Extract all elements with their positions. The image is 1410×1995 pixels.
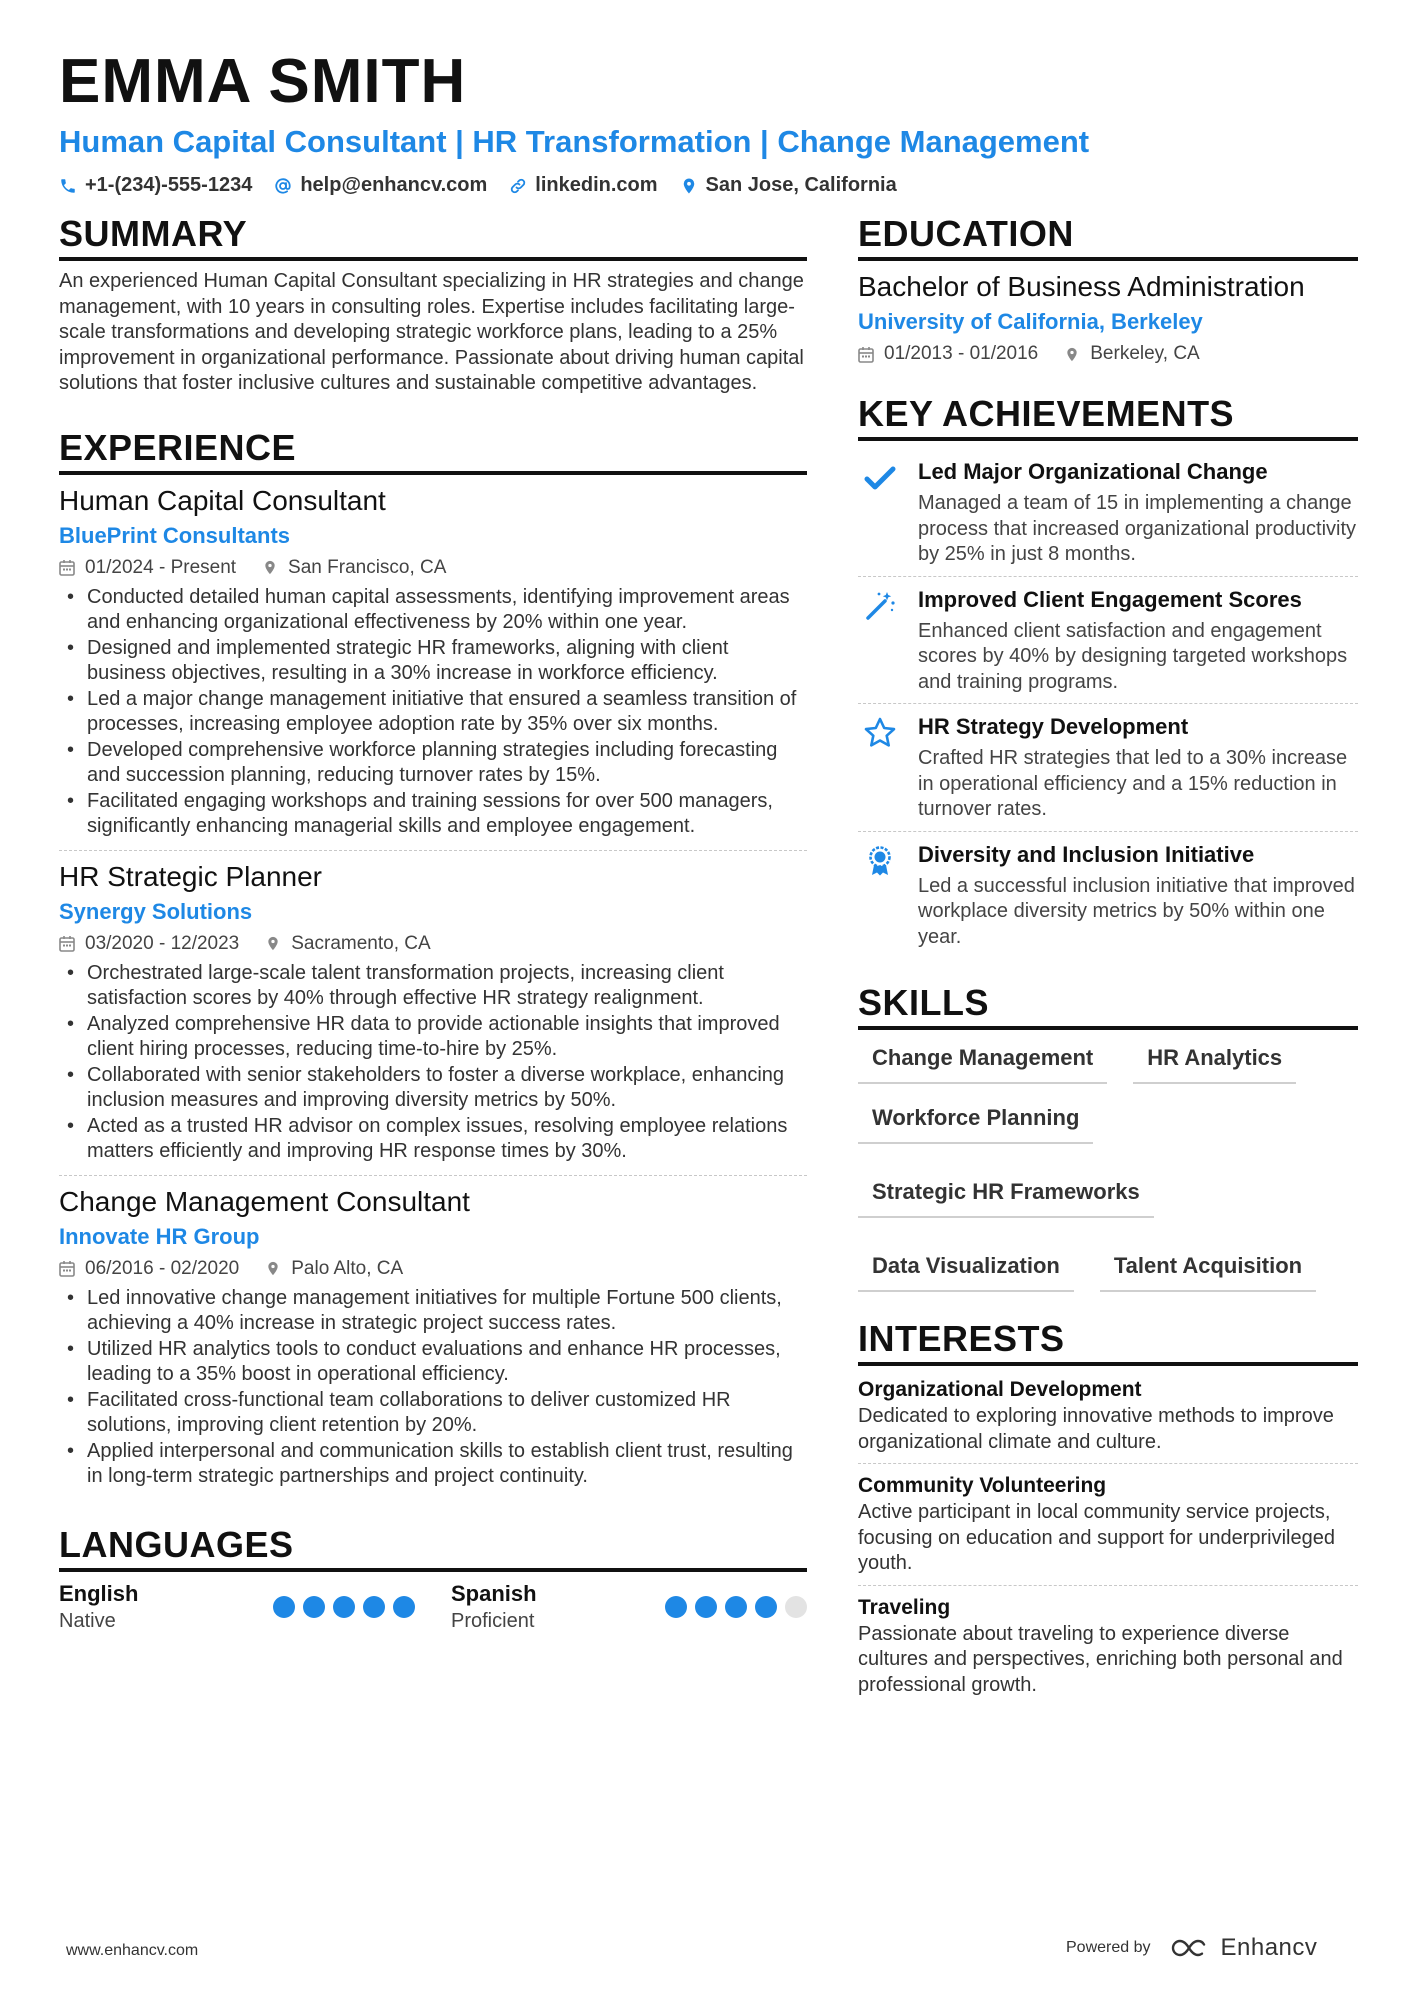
education-school: University of California, Berkeley (858, 309, 1203, 334)
calendar-icon (858, 346, 874, 363)
education-degree: Bachelor of Business Administration (858, 271, 1305, 302)
brand-logo[interactable] (1169, 1934, 1318, 1962)
right-column (858, 213, 1358, 1712)
achievement-title: Improved Client Engagement Scores (918, 586, 1302, 612)
job-location-text: Sacramento, CA (291, 932, 431, 954)
rating-dot-filled (393, 1596, 415, 1618)
job-dates-text: 01/2024 - Present (85, 556, 237, 578)
achievement-title: Diversity and Inclusion Initiative (918, 841, 1255, 867)
rating-dot-filled (665, 1596, 687, 1618)
job-entry (59, 483, 807, 851)
star-icon (863, 716, 897, 750)
achievement-desc: Led a successful inclusion initiative that improved workplace diversity metrics by 50% within one year. (918, 874, 1355, 948)
contact-linkedin[interactable] (509, 174, 657, 197)
job-bullet: • Acted as a trusted HR advisor on complex issues, resolving employee relations matters efficiently and improving HR response times by 30%. (59, 1114, 807, 1165)
candidate-name: EMMA SMITH (59, 47, 467, 116)
job-location (262, 555, 446, 581)
achievement-desc: Managed a team of 15 in implementing a change process that increased organizational productivity by 25% in just 8 months. (918, 492, 1357, 565)
linkedin-text: linkedin.com (535, 174, 658, 196)
resume-header (59, 44, 1359, 197)
rating-dot-filled (755, 1596, 777, 1618)
link-icon (509, 177, 527, 195)
experience-section (59, 427, 807, 1500)
job-bullet: • Led a major change management initiative that ensured a seamless transition of processes, increasing employee adoption rate by 35% over six months. (59, 687, 807, 738)
interest-item (858, 1470, 1358, 1586)
interests-section (858, 1318, 1358, 1706)
achievement-icon-wrap (858, 840, 902, 951)
contact-email[interactable] (274, 174, 487, 197)
job-bullet: • Applied interpersonal and communication skills to establish client trust, resulting in long-term strategic partnerships and project continuity. (59, 1439, 807, 1490)
job-meta (59, 931, 807, 957)
skills-list (858, 1038, 1358, 1292)
job-location-text: Palo Alto, CA (291, 1257, 404, 1279)
brand-name: Enhancv (1220, 1934, 1318, 1961)
skills-section (858, 982, 1358, 1292)
email-text: help@enhancv.com (300, 174, 488, 196)
calendar-icon (59, 559, 75, 576)
calendar-icon (59, 1260, 75, 1277)
achievement-item (858, 577, 1358, 705)
interest-item (858, 1592, 1358, 1707)
candidate-headline: Human Capital Consultant | HR Transformation | Change Management (59, 124, 1090, 159)
calendar-icon (59, 935, 75, 952)
job-title: Change Management Consultant (59, 1185, 470, 1217)
job-company: BluePrint Consultants (59, 522, 291, 548)
achievements-heading: KEY ACHIEVEMENTS (858, 393, 1358, 441)
job-company: Synergy Solutions (59, 898, 253, 924)
job-meta (59, 555, 807, 581)
job-bullets (59, 585, 807, 840)
contact-phone[interactable] (59, 174, 252, 197)
language-name: Spanish (451, 1580, 537, 1606)
location-pin-icon (265, 935, 281, 952)
location-pin-icon (265, 1260, 281, 1277)
job-bullet: • Facilitated engaging workshops and training sessions for over 500 managers, significantly enhancing managerial skills and employee engagement. (59, 789, 807, 840)
achievement-title: Led Major Organizational Change (918, 459, 1268, 484)
interest-title: Traveling (858, 1595, 951, 1619)
job-dates (59, 555, 236, 581)
rating-dot-filled (363, 1596, 385, 1618)
job-bullet: • Conducted detailed human capital assessments, identifying improvement areas and enhancing organizational effectiveness by 20% within one year. (59, 585, 807, 636)
rating-dot-filled (333, 1596, 355, 1618)
languages-section (59, 1524, 807, 1634)
summary-section (59, 213, 807, 397)
job-title: Human Capital Consultant (59, 484, 386, 516)
achievement-desc: Crafted HR strategies that led to a 30% increase in operational efficiency and a 15% reduction in turnover rates. (918, 747, 1348, 820)
job-entry (59, 859, 807, 1176)
skill-tag: Talent Acquisition (1100, 1246, 1316, 1292)
interests-heading: INTERESTS (858, 1318, 1358, 1366)
job-dates (59, 931, 239, 957)
achievement-item (858, 704, 1358, 832)
job-bullet: • Orchestrated large-scale talent transformation projects, increasing client satisfaction scores by 40% through effective HR strategy realignment. (59, 961, 807, 1012)
job-bullet: • Led innovative change management initiatives for multiple Fortune 500 clients, achieving a 40% increase in strategic project success rates. (59, 1286, 807, 1337)
location-pin-icon (262, 559, 278, 576)
achievement-icon-wrap (858, 712, 902, 823)
skill-tag: Change Management (858, 1038, 1107, 1084)
language-rating (273, 1596, 415, 1618)
summary-text: An experienced Human Capital Consultant specializing in HR strategies and change management, with 10 years in consulting roles. Expertise includes facilitating large-scale transformations and developing strategic workforce plans, leading to a 25% improvement in organizational performance. Passionate about driving human capital solutions that foster inclusive cultures and sustainable competitive advantages. (59, 270, 804, 394)
education-dates (858, 341, 1038, 367)
rating-dot-empty (785, 1596, 807, 1618)
language-item (451, 1580, 807, 1634)
summary-heading: SUMMARY (59, 213, 807, 261)
checkmark-icon (863, 461, 897, 495)
rating-dot-filled (695, 1596, 717, 1618)
education-location-text: Berkeley, CA (1090, 343, 1200, 364)
magic-wand-icon (863, 589, 897, 623)
powered-by-text: Powered by (1066, 1939, 1151, 1956)
achievement-icon-wrap (858, 457, 902, 568)
achievement-title: HR Strategy Development (918, 714, 1189, 739)
achievement-item (858, 832, 1358, 959)
interest-title: Organizational Development (858, 1378, 1142, 1401)
job-bullet: • Designed and implemented strategic HR frameworks, aligning with client business objectives, resulting in a 30% increase in workforce efficiency. (59, 636, 807, 687)
contact-location (680, 174, 897, 197)
job-location-text: San Francisco, CA (288, 556, 447, 578)
job-location (265, 931, 430, 957)
experience-heading: EXPERIENCE (59, 427, 807, 475)
job-location (265, 1256, 403, 1282)
left-column (59, 213, 807, 1634)
rating-dot-filled (303, 1596, 325, 1618)
phone-text: +1-(234)-555-1234 (85, 174, 253, 196)
education-section (858, 213, 1358, 367)
achievement-item (858, 449, 1358, 577)
skills-heading: SKILLS (858, 982, 1358, 1030)
job-dates-text: 06/2016 - 02/2020 (85, 1257, 240, 1279)
job-title: HR Strategic Planner (59, 860, 323, 892)
interest-desc: Passionate about traveling to experience diverse cultures and perspectives, enriching both personal and professional growth. (858, 1622, 1343, 1696)
education-heading: EDUCATION (858, 213, 1358, 261)
job-entry (59, 1184, 807, 1500)
job-bullet: • Collaborated with senior stakeholders to foster a diverse workplace, enhancing inclusion measures and improving diversity metrics by 50%. (59, 1063, 807, 1114)
education-location (1064, 341, 1199, 367)
achievements-section (858, 393, 1358, 958)
skill-tag: Data Visualization (858, 1246, 1074, 1292)
languages-list (59, 1580, 807, 1634)
job-dates-text: 03/2020 - 12/2023 (85, 932, 240, 954)
contact-row (59, 174, 1359, 197)
rating-dot-filled (273, 1596, 295, 1618)
job-bullets (59, 961, 807, 1165)
language-rating (665, 1596, 807, 1618)
skill-tag: HR Analytics (1133, 1038, 1296, 1084)
location-text: San Jose, California (705, 174, 897, 196)
language-item (59, 1580, 415, 1634)
enhancv-logo-icon (1169, 1937, 1213, 1959)
location-pin-icon (680, 177, 698, 195)
at-sign-icon (274, 177, 292, 195)
skill-tag: Workforce Planning (858, 1098, 1093, 1144)
interest-desc: Active participant in local community service projects, focusing on education and support for underprivileged youth. (858, 1501, 1335, 1574)
interest-desc: Dedicated to exploring innovative methods to improve organizational climate and culture. (858, 1405, 1334, 1453)
location-pin-icon (1064, 346, 1080, 363)
footer-website[interactable]: www.enhancv.com (66, 1942, 199, 1959)
language-level: Native (59, 1609, 116, 1632)
interest-title: Community Volunteering (858, 1474, 1107, 1497)
job-bullets (59, 1286, 807, 1490)
achievement-icon-wrap (858, 585, 902, 696)
languages-heading: LANGUAGES (59, 1524, 807, 1572)
language-name: English (59, 1580, 139, 1606)
job-bullet: • Analyzed comprehensive HR data to provide actionable insights that improved client hiring processes, reducing time-to-hire by 25%. (59, 1012, 807, 1063)
achievement-desc: Enhanced client satisfaction and engagement scores by 40% by designing targeted workshops and training programs. (918, 619, 1348, 693)
interest-item (858, 1374, 1358, 1464)
phone-icon (59, 177, 77, 195)
job-bullet: • Developed comprehensive workforce planning strategies including forecasting and succession planning, reducing turnover rates by 15%. (59, 738, 807, 789)
job-bullet: • Facilitated cross-functional team collaborations to deliver customized HR solutions, improving client retention by 20%. (59, 1388, 807, 1439)
education-dates-text: 01/2013 - 01/2016 (884, 343, 1039, 364)
job-company: Innovate HR Group (59, 1223, 260, 1249)
award-badge-icon (863, 844, 897, 878)
job-bullet: • Utilized HR analytics tools to conduct evaluations and enhance HR processes, leading to a 35% boost in operational efficiency. (59, 1337, 807, 1388)
job-meta (59, 1256, 807, 1282)
rating-dot-filled (725, 1596, 747, 1618)
language-level: Proficient (451, 1609, 535, 1632)
job-dates (59, 1256, 239, 1282)
education-meta (858, 341, 1358, 367)
skill-tag: Strategic HR Frameworks (858, 1172, 1154, 1218)
footer-branding (1066, 1934, 1317, 1962)
